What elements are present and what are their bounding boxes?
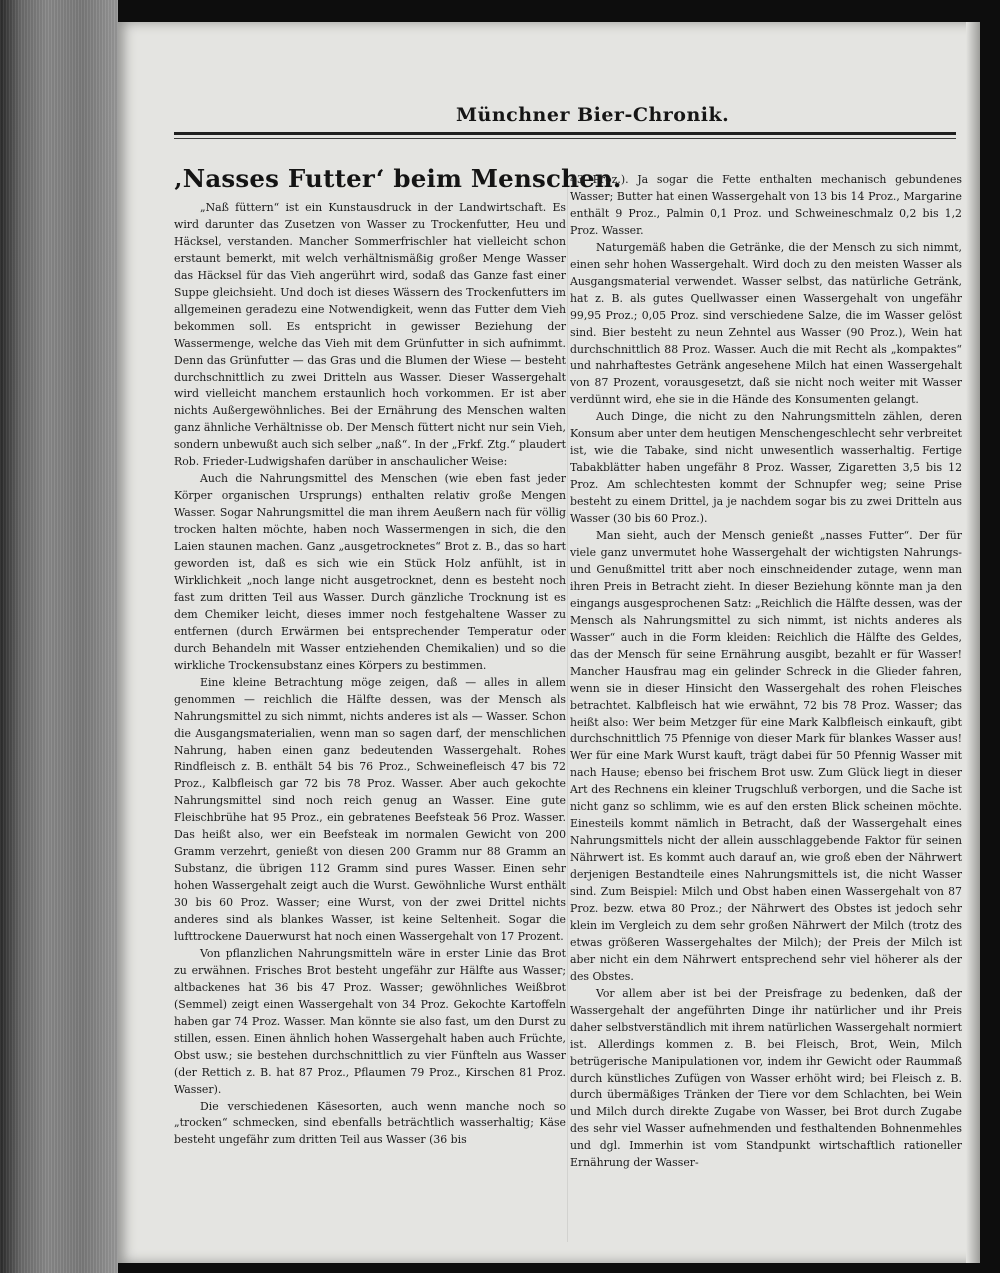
book-page-edges — [0, 0, 118, 1273]
header-rule-thin — [174, 138, 956, 139]
paragraph: Auch die Nahrungsmittel des Menschen (wie eben fast jeder Körper organischen Ursprungs) enthalten relativ große Mengen Wasser. Sogar Nahrungsmittel die man ihrem Aeußern nach für völlig trocken halten möchte, haben noch Wassermengen in sich, die den Laien staunen machen. Ganz „ausgetrocknetes“ Brot z. B., das so hart geworden ist, daß es sich wie ein Stück Holz anfühlt, ist in Wirklichkeit „noch lange nicht ausgetrocknet, denn es besteht noch fast zum dritten Teil aus Wasser. Durch gänzliche Trocknung ist es dem Chemiker leicht, dieses immer noch festgehaltene Wasser zu entfernen (durch Erwärmen bei entsprechender Temperatur oder durch Behandeln mit Wasser entziehenden Chemikalien) und so die wirkliche Trockensubstanz eines Körpers zu bestimmen. — [174, 472, 566, 672]
paragraph: Eine kleine Betrachtung möge zeigen, daß — alles in allem genommen — reichlich die Hälfte dessen, was der Mensch als Nahrungsmittel zu sich nimmt, nichts anderes ist als — Wasser. Schon die Ausgangsmaterialien, wenn man so sagen darf, der menschlichen Nahrung, haben einen ganz bedeutenden Wassergehalt. Rohes Rindfleisch z. B. enthält 54 bis 76 Proz., Schweinefleisch 47 bis 72 Proz., Kalbfleisch gar 72 bis 78 Proz. Wasser. Aber auch gekochte Nahrungsmittel sind noch reich genug an Wasser. Eine gute Fleischbrühe hat 95 Proz., ein gebratenes Beefsteak 56 Proz. Wasser. Das heißt also, wer ein Beefsteak im normalen Gewicht von 200 Gramm verzehrt, genießt von diesen 200 Gramm nur 88 Gramm an Substanz, die übrigen 112 Gramm sind pures Wasser. Einen sehr hohen Wassergehalt zeigt auch die Wurst. Gewöhnliche Wurst enthält 30 bis 60 Proz. Wasser; eine Wurst, von der zwei Drittel nichts anderes sind als blankes Wasser, ist keine Seltenheit. Sogar die lufttrockene Dauerwurst hat noch einen Wassergehalt von 17 Prozent. — [174, 675, 566, 943]
paragraph: Vor allem aber ist bei der Preisfrage zu bedenken, daß der Wassergehalt der angeführten Dinge ihr natürlicher und ihr Preis daher selbstverständlich mit ihrem natürlichen Wassergehalt normiert ist. Allerdings kommen z. B. bei Fleisch, Brot, Wein, Milch betrügerische Manipulationen vor, indem ihr Gewicht oder Raummaß durch künstliches Zufügen von Wasser erhöht wird; bei Fleisch z. B. durch übermäßiges Tränken der Tiere vor dem Schlachten, bei Wein und Milch durch direkte Zugabe von Wasser, bei Brot durch Zugabe des sehr viel Wasser aufnehmenden und festhaltenden Bohnenmehles und dgl. Immerhin ist vom Standpunkt wirtschaftlich rationeller Ernährung der Wasser- — [570, 986, 962, 1170]
paragraph-continued: 43 Proz.). Ja sogar die Fette enthalten mechanisch gebundenes Wasser; Butter hat einen Wassergehalt von 13 bis 14 Proz., Margarine enthält 9 Proz., Palmin 0,1 Proz. und Schweineschmalz 0,2 bis 1,2 Proz. Wasser. — [570, 173, 962, 237]
running-head: Münchner Bier-Chronik. — [456, 104, 730, 126]
left-column — [174, 200, 566, 1149]
article-title: ‚Nasses Futter‘ beim Menschen. — [174, 164, 622, 193]
column-gutter — [567, 172, 568, 1242]
paragraph: Auch Dinge, die nicht zu den Nahrungsmitteln zählen, deren Konsum aber unter dem heutigen Menschengeschlecht sehr verbreitet ist, wie die Tabake, sind nicht unwesentlich wasserhaltig. Fertige Tabakblätter haben ungefähr 8 Proz. Wasser, Zigaretten 3,5 bis 12 Proz. Am schlechtesten kommt der Schnupfer weg; seine Prise besteht zu einem Drittel, ja je nachdem sogar bis zu zwei Dritteln aus Wasser (30 bis 60 Proz.). — [570, 410, 962, 526]
newspaper-page — [118, 22, 980, 1263]
header-rule-thick — [174, 132, 956, 135]
paragraph: „Naß füttern“ ist ein Kunstausdruck in der Landwirtschaft. Es wird darunter das Zusetzen von Wasser zu Trockenfutter, Heu und Häcksel, verstanden. Mancher Sommerfrischler hat vielleicht schon erstaunt bemerkt, mit welch verhältnismäßig großer Menge Wasser das Häcksel für das Vieh angerührt wird, sodaß das Ganze fast einer Suppe gleichsieht. Und doch ist dieses Wässern des Trockenfutters im allgemeinen geradezu eine Notwendigkeit, wenn das Futter dem Vieh bekommen soll. Es entspricht in gewisser Beziehung der Wassermenge, welche das Vieh mit dem Grünfutter in sich aufnimmt. Denn das Grünfutter — das Gras und die Blumen der Wiese — besteht durchschnittlich zu zwei Dritteln aus Wasser. Dieser Wassergehalt wird vielleicht manchem erstaunlich hoch vorkommen. Er ist aber nichts Außergewöhnliches. Bei der Ernährung des Menschen walten ganz ähnliche Verhältnisse ob. Der Mensch füttert nicht nur sein Vieh, sondern unbewußt auch sich selber „naß“. In der „Frkf. Ztg.“ plaudert Rob. Frieder-Ludwigshafen darüber in anschaulicher Weise: — [174, 201, 566, 469]
paragraph: Naturgemäß haben die Getränke, die der Mensch zu sich nimmt, einen sehr hohen Wassergehalt. Wird doch zu den meisten Wasser als Ausgangsmaterial verwendet. Wasser selbst, das natürliche Getränk, hat z. B. als gutes Quellwasser einen Wassergehalt von ungefähr 99,95 Proz.; 0,05 Proz. sind verschiedene Salze, die im Wasser gelöst sind. Bier besteht zu neun Zehntel aus Wasser (90 Proz.), Wein hat durchschnittlich 88 Proz. Wasser. Auch die mit Recht als „kompaktes“ und nahrhaftestes Getränk angesehene Milch hat einen Wassergehalt von 87 Prozent, vorausgesetzt, daß sie nicht noch weiter mit Wasser verdünnt wird, ehe sie in die Hände des Konsumenten gelangt. — [570, 240, 962, 407]
paragraph: Von pflanzlichen Nahrungsmitteln wäre in erster Linie das Brot zu erwähnen. Frisches Brot besteht ungefähr zur Hälfte aus Wasser; altbackenes hat 36 bis 47 Proz. Wasser; gewöhnliches Weißbrot (Semmel) zeigt einen Wassergehalt von 34 Proz. Gekochte Kartoffeln haben gar 74 Proz. Wasser. Man könnte sie also fast, um den Durst zu stillen, essen. Einen ähnlich hohen Wassergehalt haben auch Früchte, Obst usw.; sie bestehen durchschnittlich zu vier Fünfteln aus Wasser (der Rettich z. B. hat 87 Proz., Pflaumen 79 Proz., Kirschen 81 Proz. Wasser). — [174, 946, 566, 1096]
right-column — [570, 172, 962, 1172]
paragraph: Die verschiedenen Käsesorten, auch wenn manche noch so „trocken“ schmecken, sind ebenfalls beträchtlich wasserhaltig; Käse besteht ungefähr zum dritten Teil aus Wasser (36 bis — [174, 1099, 566, 1147]
page-fold-shadow — [966, 22, 980, 1263]
paragraph: Man sieht, auch der Mensch genießt „nasses Futter“. Der für viele ganz unvermutet hohe Wassergehalt der wichtigsten Nahrungs- und Genußmittel tritt aber noch einschneidender zutage, wenn man ihren Preis in Betracht zieht. In dieser Beziehung könnte man ja den eingangs ausgesprochenen Satz: „Reichlich die Hälfte dessen, was der Mensch als Nahrungsmittel zu sich nimmt, ist nichts anderes als Wasser“ auch in die Form kleiden: Reichlich die Hälfte des Geldes, das der Mensch für seine Ernährung ausgibt, bezahlt er für Wasser! Mancher Hausfrau mag ein gelinder Schreck in die Glieder fahren, wenn sie in dieser Hinsicht den Wassergehalt des rohen Fleisches betrachtet. Kalbfleisch hat wie erwähnt, 72 bis 78 Proz. Wasser; das heißt also: Wer beim Metzger für eine Mark Kalbfleisch einkauft, gibt durchschnittlich 75 Pfennige von dieser Mark für blankes Wasser aus! Wer für eine Mark Wurst kauft, trägt dabei für 50 Pfennig Wasser mit nach Hause; ebenso bei frischem Brot usw. Zum Glück liegt in dieser Art des Rechnens ein kleiner Trugschluß verborgen, und die Sache ist nicht ganz so schlimm, wie es auf den ersten Blick scheinen möchte. Einesteils kommt nämlich in Betracht, daß der Wassergehalt eines Nahrungsmittels nicht der allein ausschlaggebende Faktor für seinen Nährwert ist. Es kommt auch darauf an, wie groß eben der Nährwert derjenigen Bestandteile eines Nahrungsmittels ist, die nicht Wasser sind. Zum Beispiel: Milch und Obst haben einen Wassergehalt von 87 Proz. bezw. etwa 80 Proz.; der Nährwert des Obstes ist jedoch sehr klein im Vergleich zu dem sehr großen Nährwert der Milch (trotz des etwas größeren Wassergehaltes der Milch); der Preis der Milch ist aber nicht ein dem Nährwert entsprechend sehr viel höherer als der des Obstes. — [570, 529, 963, 983]
